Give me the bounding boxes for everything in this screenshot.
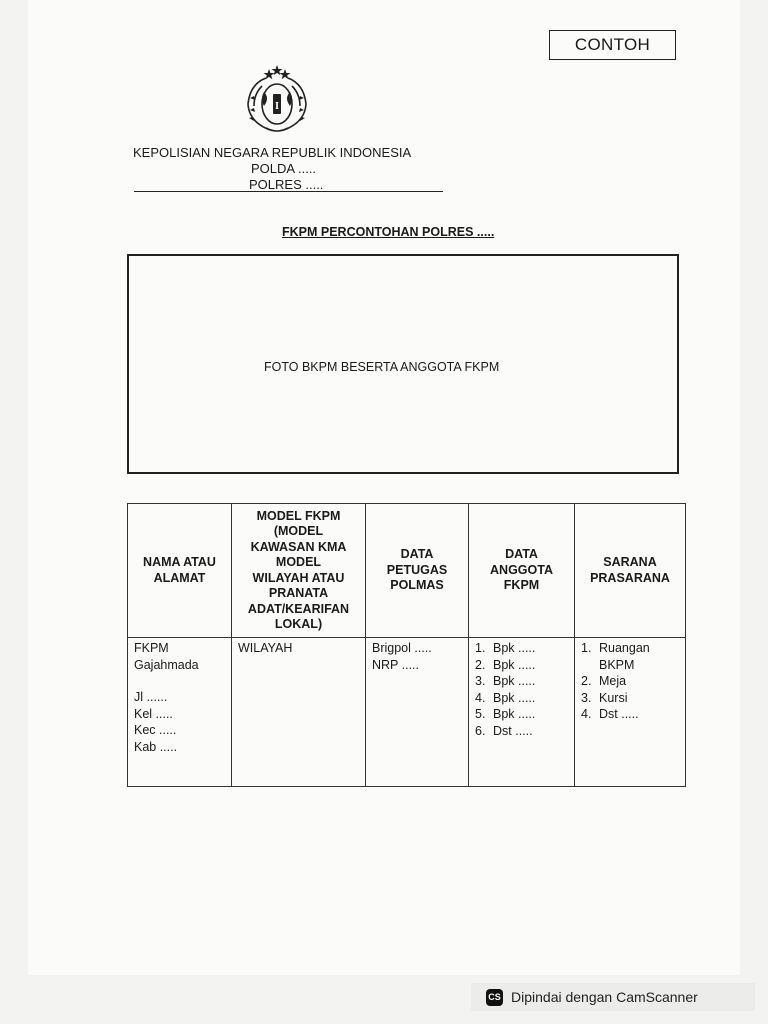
text-line: KAWASAN KMA	[250, 539, 347, 554]
list-item-number: 6.	[475, 723, 486, 738]
text-line: Kab .....	[134, 739, 178, 754]
cell-model: WILAYAH	[232, 638, 366, 787]
text-line: MODEL FKPM	[256, 508, 341, 523]
list-item-text: Meja	[599, 674, 627, 688]
document-title: FKPM PERCONTOHAN POLRES .....	[282, 225, 495, 239]
text-line: Jl ......	[134, 690, 168, 704]
cell-sarana	[575, 638, 686, 787]
contoh-stamp: CONTOH	[549, 30, 676, 60]
text-line: WILAYAH ATAU	[252, 570, 345, 585]
header-sarana-prasarana	[575, 504, 686, 638]
list-item-number: 3.	[581, 690, 592, 705]
header-data-anggota	[469, 504, 575, 638]
list-item-number: 5.	[475, 707, 486, 721]
text-line: SARANA	[603, 555, 657, 569]
cell-nama-alamat	[128, 638, 232, 787]
camscanner-text: Dipindai dengan CamScanner	[511, 989, 698, 1005]
list-item-text: Bpk .....	[493, 657, 536, 672]
text-line: FKPM	[503, 578, 540, 593]
table-row	[128, 638, 686, 787]
camscanner-footer	[471, 983, 755, 1011]
list-item-text: Dst .....	[493, 723, 533, 738]
text-line: ANGGOTA	[490, 562, 553, 577]
header-polda: POLDA .....	[251, 161, 317, 176]
list-item-number: 3.	[475, 674, 486, 688]
camscanner-icon: CS	[486, 989, 503, 1006]
text-line: NRP .....	[372, 657, 420, 672]
list-item	[581, 690, 679, 707]
text-line: PETUGAS	[386, 562, 448, 577]
list-item-text: Bpk .....	[493, 690, 536, 705]
text-line: DATA	[400, 547, 434, 562]
header-model-fkpm	[232, 504, 366, 638]
text-line: Kec .....	[134, 723, 177, 737]
list-item-number: 4.	[581, 707, 592, 721]
list-item	[475, 673, 568, 690]
text-line: Gajahmada	[134, 657, 199, 672]
cell-petugas	[366, 638, 469, 787]
list-item	[581, 640, 679, 673]
list-item-text: Kursi	[599, 690, 628, 705]
list-item	[475, 723, 568, 740]
header-nama-alamat	[128, 504, 232, 638]
text-line: ADAT/KEARIFAN	[247, 601, 350, 616]
list-item-number: 1.	[475, 641, 486, 655]
text-line: Kel .....	[134, 706, 173, 721]
list-item-number: 2.	[581, 674, 592, 688]
text-line: LOKAL)	[274, 617, 323, 631]
list-item-text: Bpk .....	[493, 674, 536, 688]
text-line: PRANATA	[268, 586, 329, 600]
list-item-text: Ruangan BKPM	[599, 641, 650, 672]
list-item	[581, 673, 679, 690]
list-item-number: 4.	[475, 690, 486, 705]
list-item-text: Bpk .....	[493, 707, 536, 721]
cell-anggota	[469, 638, 575, 787]
text-line: FKPM	[134, 641, 169, 655]
text-line: POLMAS	[390, 578, 444, 593]
header-polres: POLRES .....	[249, 177, 324, 192]
list-item-text: Dst .....	[599, 707, 639, 721]
header-data-petugas	[366, 504, 469, 638]
list-item	[475, 706, 568, 723]
list-item-number: 2.	[475, 657, 486, 672]
list-item	[475, 690, 568, 707]
list-item	[475, 657, 568, 674]
svg-text:I: I	[274, 100, 280, 112]
header-org: KEPOLISIAN NEGARA REPUBLIK INDONESIA	[133, 145, 412, 160]
header-underline	[134, 191, 443, 192]
text-line: MODEL	[275, 555, 322, 569]
text-line: Brigpol .....	[372, 641, 432, 655]
text-line: PRASARANA	[590, 570, 670, 585]
text-line: (MODEL	[273, 524, 324, 538]
text-line: DATA	[505, 547, 538, 562]
photo-placeholder-label: FOTO BKPM BESERTA ANGGOTA FKPM	[264, 360, 500, 374]
list-item-number: 1.	[581, 641, 592, 655]
police-emblem-icon	[236, 64, 318, 136]
text-line: NAMA ATAU	[143, 555, 216, 569]
list-item-text: Bpk .....	[493, 641, 536, 655]
list-item	[475, 640, 568, 657]
fkpm-table	[127, 503, 686, 787]
table-header-row	[128, 504, 686, 638]
list-item	[581, 706, 679, 723]
text-line: ALAMAT	[153, 570, 206, 585]
